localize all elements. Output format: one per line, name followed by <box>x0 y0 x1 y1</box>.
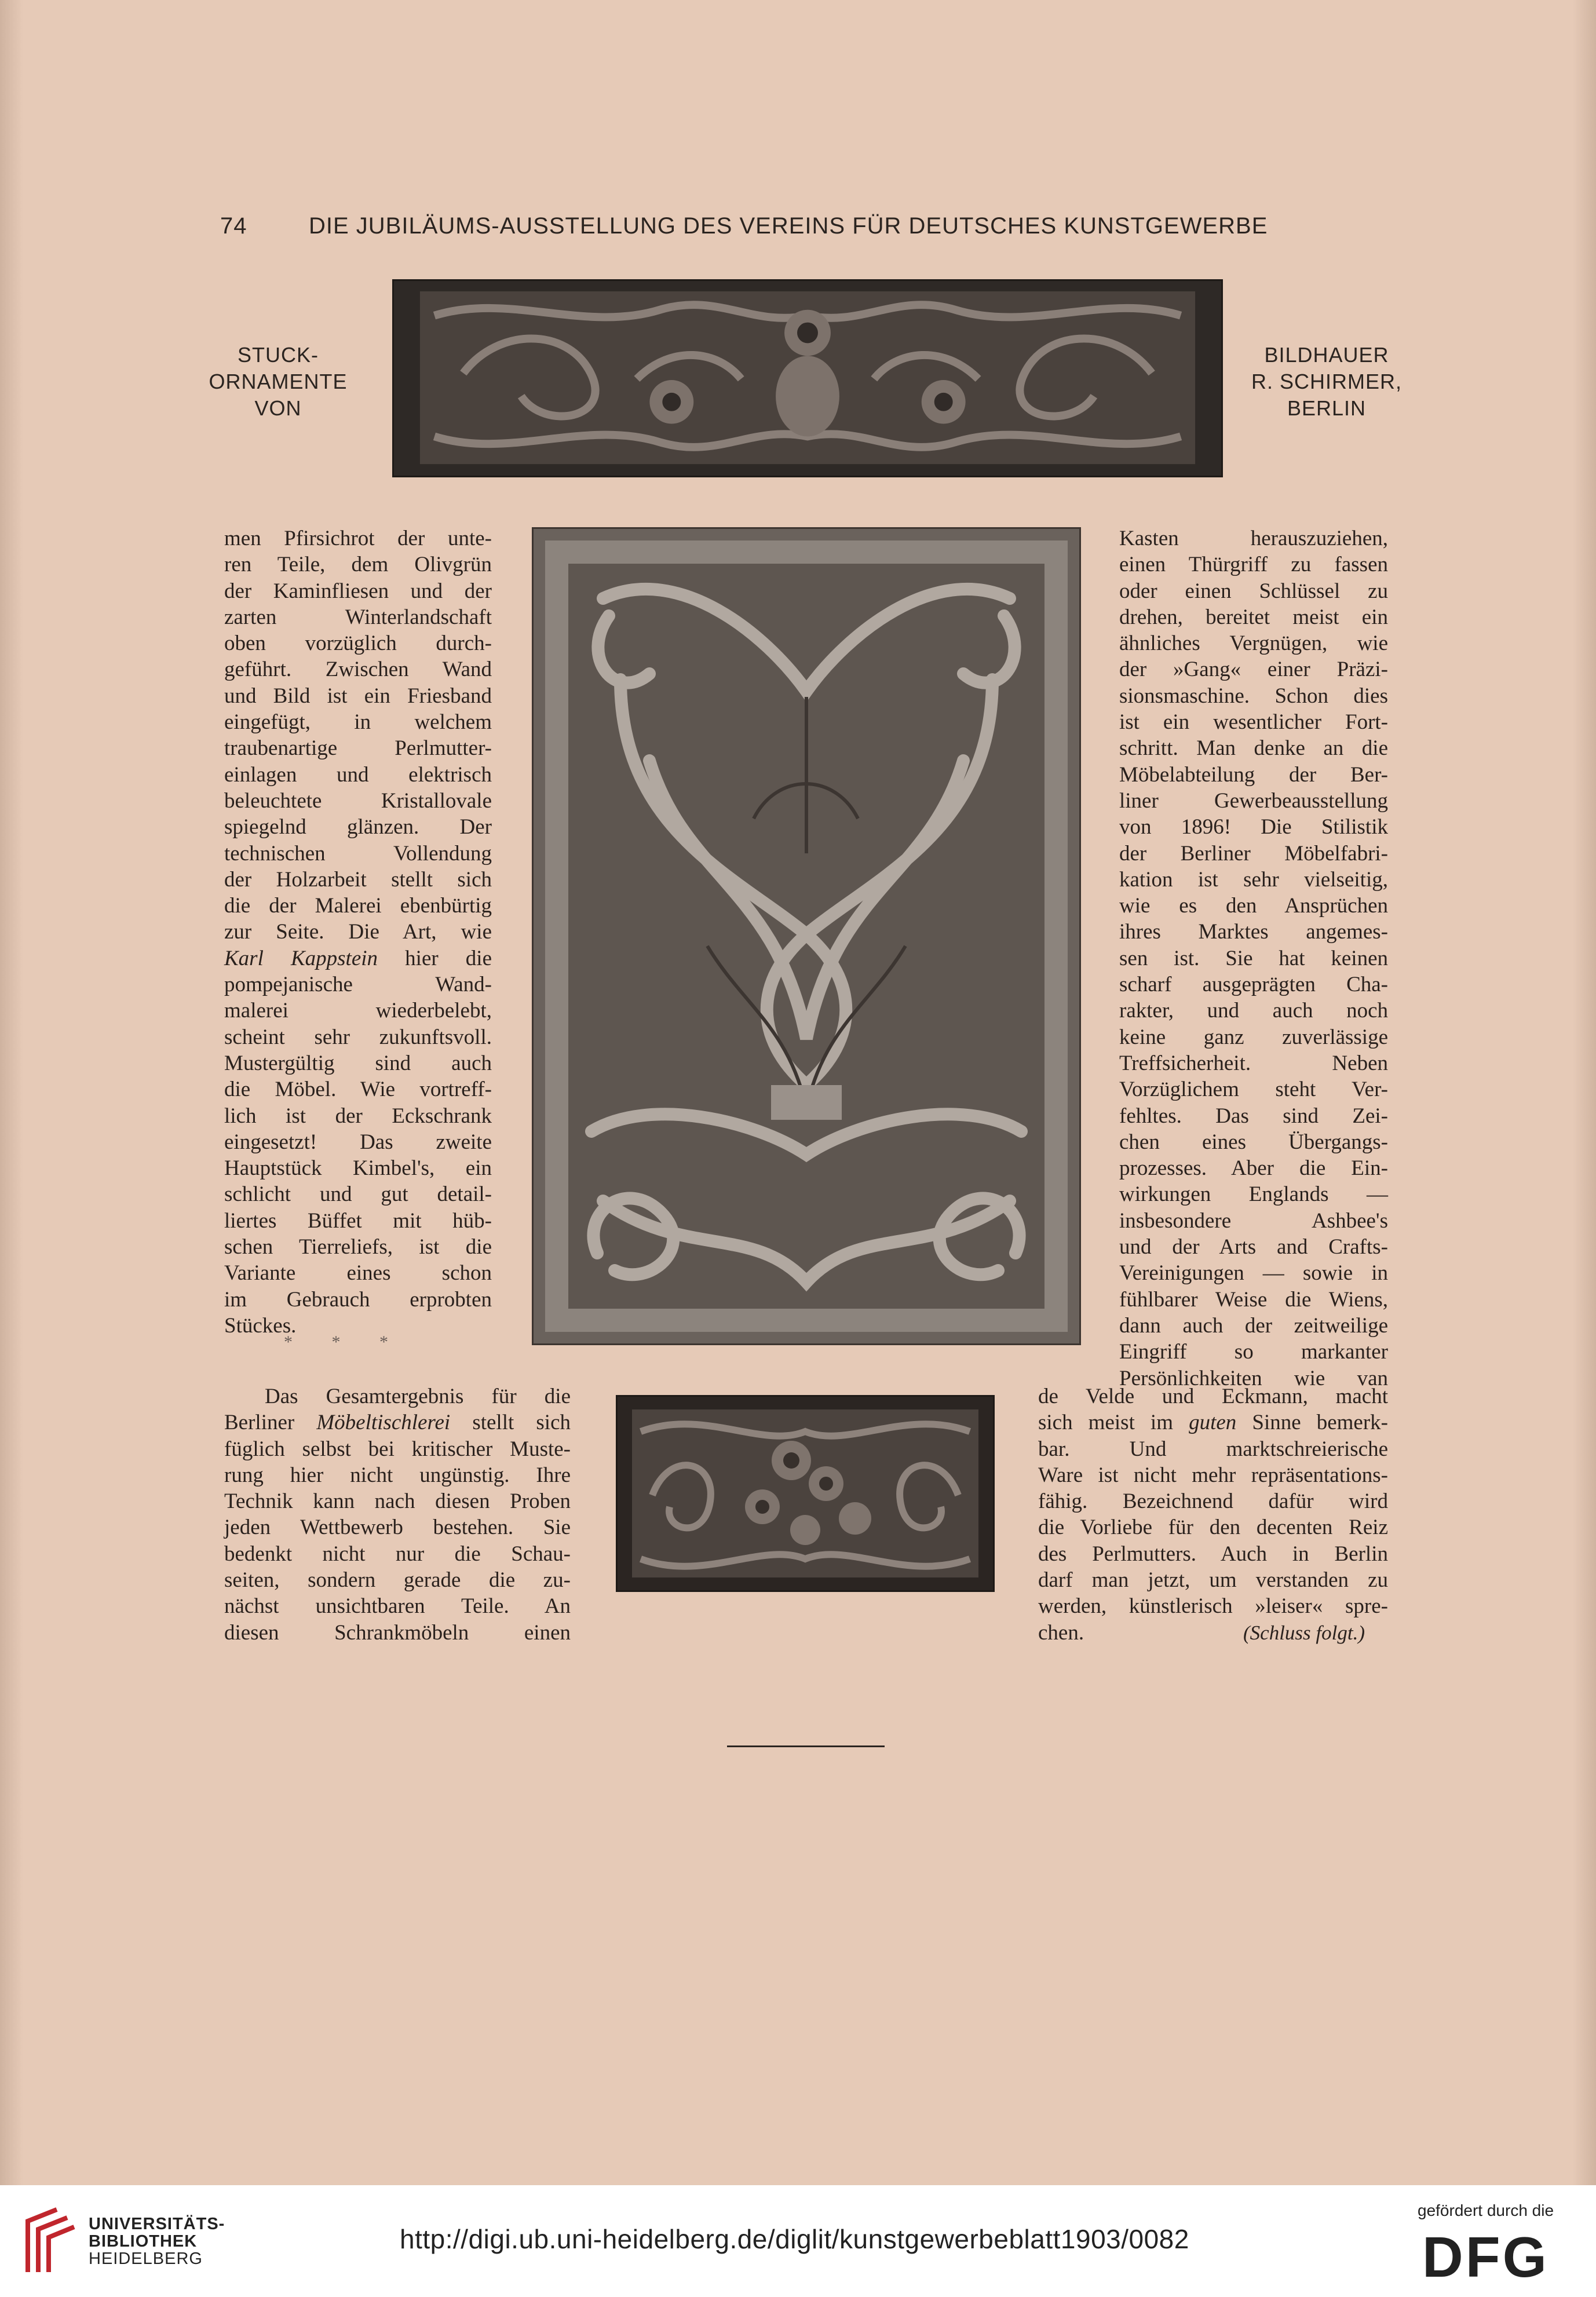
text-line: Möbelabteilung der Ber- <box>1119 762 1388 787</box>
text-line: men Pfirsichrot der unte- <box>224 527 492 550</box>
caption-left <box>191 342 365 422</box>
text-line: Kasten herauszuziehen, <box>1119 527 1388 550</box>
digitization-footer <box>0 2185 1596 2297</box>
text-line: malerei wiederbelebt, <box>224 999 492 1023</box>
text-line: die der Malerei ebenbürtig <box>224 894 492 918</box>
caption-line: BILDHAUER <box>1264 343 1389 367</box>
text-line: ist ein wesentlicher Fort- <box>1119 710 1388 735</box>
text-line: ren Teile, dem Olivgrün <box>224 553 492 577</box>
text-line: von 1896! Die Stilistik <box>1119 815 1388 839</box>
text-column-right <box>1119 525 1388 1392</box>
stucco-rose-panel-image <box>616 1395 995 1592</box>
continued-note: (Schluss folgt.) <box>1243 1621 1365 1644</box>
text-fragment: Sinne bemerk- <box>1236 1411 1388 1435</box>
artist-name: Karl Kappstein <box>224 946 378 970</box>
library-line: HEIDELBERG <box>89 2249 203 2268</box>
text-line: der Holzarbeit stellt sich <box>224 867 492 892</box>
text-line: traubenartige Perlmutter- <box>224 736 492 761</box>
text-line: oben vorzüglich durch- <box>224 631 492 656</box>
text-line: bedenkt nicht nur die Schau- <box>224 1542 571 1566</box>
text-fragment: stellt sich <box>450 1411 571 1435</box>
caption-line: STUCK- <box>238 343 319 367</box>
text-line: ihres Marktes angemes- <box>1119 920 1388 944</box>
text-line: seiten, sondern gerade die zu- <box>224 1568 571 1593</box>
text-line: kation ist sehr vielseitig, <box>1119 867 1388 892</box>
text-column-left <box>224 525 492 1339</box>
text-line: Das Gesamtergebnis für die <box>265 1385 571 1408</box>
text-line: rakter, und auch noch <box>1119 999 1388 1023</box>
text-line: liertes Büffet mit hüb- <box>224 1208 492 1233</box>
text-line: im Gebrauch erprobten <box>224 1287 492 1312</box>
library-line: UNIVERSITÄTS- <box>89 2215 225 2233</box>
text-line: Stückes. <box>224 1313 297 1338</box>
text-line: spiegelnd glänzen. Der <box>224 815 492 839</box>
text-line: Hauptstück Kimbel's, ein <box>224 1156 492 1181</box>
text-line <box>224 945 492 972</box>
text-line: Persönlichkeiten wie van <box>1119 1366 1388 1390</box>
text-line: de Velde und Eckmann, macht <box>1038 1385 1388 1408</box>
text-line: der Berliner Möbelfabri- <box>1119 841 1388 866</box>
text-line: scheint sehr zukunftsvoll. <box>224 1025 492 1049</box>
text-line: des Perlmutters. Auch in Berlin <box>1038 1542 1388 1566</box>
text-line: dann auch der zeitweilige <box>1119 1313 1388 1338</box>
text-line: Variante eines schon <box>224 1261 492 1286</box>
caption-right <box>1234 342 1419 422</box>
text-line: sen ist. Sie hat keinen <box>1119 946 1388 970</box>
text-line: Eingriff so markanter <box>1119 1340 1388 1364</box>
text-column-right-lower <box>1038 1383 1388 1646</box>
caption-line: BERLIN <box>1287 396 1367 420</box>
text-line: fehltes. Das sind Zei- <box>1119 1104 1388 1128</box>
library-logo-icon <box>16 2204 80 2279</box>
caption-line: R. SCHIRMER, <box>1251 370 1402 393</box>
text-line: schen Tierreliefs, ist die <box>224 1235 492 1259</box>
text-line: die Möbel. Wie vortreff- <box>224 1078 492 1102</box>
text-line: Technik kann nach diesen Proben <box>224 1489 571 1514</box>
text-line: keine ganz zuverlässige <box>1119 1025 1388 1049</box>
text-line: und der Arts and Crafts- <box>1119 1235 1388 1259</box>
text-line: Mustergültig sind auch <box>224 1051 492 1075</box>
text-line: zur Seite. Die Art, wie <box>224 920 492 944</box>
dfg-logo: DFG <box>1422 2225 1549 2289</box>
text-line: einlagen und elektrisch <box>224 762 492 787</box>
text-line: lich ist der Eckschrank <box>224 1104 492 1128</box>
text-fragment: sich meist im <box>1038 1411 1189 1435</box>
text-line: schlicht und gut detail- <box>224 1182 492 1207</box>
text-line: technischen Vollendung <box>224 841 492 866</box>
text-column-left-lower <box>224 1383 571 1646</box>
text-line: sionsmaschine. Schon dies <box>1119 684 1388 708</box>
text-line: drehen, bereitet meist ein <box>1119 605 1388 629</box>
text-line: füglich selbst bei kritischer Muste- <box>224 1437 571 1461</box>
italic-term: Möbeltischlerei <box>316 1411 451 1435</box>
text-line: chen eines Übergangs- <box>1119 1130 1388 1154</box>
page-number: 74 <box>220 213 247 239</box>
funding-label: gefördert durch die <box>1418 2201 1554 2219</box>
running-head <box>220 213 1321 248</box>
text-line: die Vorliebe für den decenten Reiz <box>1038 1515 1388 1540</box>
italic-term: guten <box>1189 1411 1237 1435</box>
stucco-frieze-image <box>392 279 1223 477</box>
text-fragment: Berliner <box>224 1411 317 1435</box>
text-line: wie es den Ansprüchen <box>1119 894 1388 918</box>
text-line: Vorzüglichem steht Ver- <box>1119 1078 1388 1102</box>
text-line: fühlbarer Weise die Wiens, <box>1119 1287 1388 1312</box>
text-line: nächst unsichtbaren Teile. An <box>224 1594 571 1619</box>
text-line: jeden Wettbewerb bestehen. Sie <box>224 1515 571 1540</box>
text-line: Ware ist nicht mehr repräsentations- <box>1038 1463 1388 1487</box>
caption-line: VON <box>254 396 302 420</box>
text-line: rung hier nicht ungünstig. Ihre <box>224 1463 571 1487</box>
text-line: geführt. Zwischen Wand <box>224 658 492 682</box>
text-line: diesen Schrankmöbeln einen <box>224 1620 571 1645</box>
text-line: eingefügt, in welchem <box>224 710 492 735</box>
text-line: und Bild ist ein Friesband <box>224 684 492 708</box>
text-line: pompejanische Wand- <box>224 973 492 997</box>
text-line: eingesetzt! Das zweite <box>224 1130 492 1154</box>
library-line: BIBLIOTHEK <box>89 2232 198 2251</box>
section-break-stars: * * * <box>284 1332 406 1352</box>
text-line: beleuchtete Kristallovale <box>224 788 492 813</box>
text-line: zarten Winterlandschaft <box>224 605 492 629</box>
text-line: insbesondere Ashbee's <box>1119 1208 1388 1233</box>
text-line: fähig. Bezeichnend dafür wird <box>1038 1489 1388 1514</box>
text-line: liner Gewerbeausstellung <box>1119 788 1388 813</box>
text-line <box>224 1409 571 1436</box>
text-line: der Kaminfliesen und der <box>224 579 492 603</box>
text-fragment: hier die <box>378 946 492 970</box>
text-line <box>1038 1409 1388 1436</box>
text-line: darf man jetzt, um verstanden zu <box>1038 1568 1388 1593</box>
text-fragment: chen. <box>1038 1620 1084 1645</box>
text-line: Vereinigungen — sowie in <box>1119 1261 1388 1286</box>
end-rule <box>727 1745 885 1747</box>
stucco-relief-panel-image <box>532 527 1081 1345</box>
text-line: wirkungen Englands — <box>1119 1182 1388 1207</box>
text-line: Treffsicherheit. Neben <box>1119 1051 1388 1075</box>
text-line: schritt. Man denke an die <box>1119 736 1388 761</box>
library-name <box>89 2215 225 2267</box>
source-url-link[interactable]: http://digi.ub.uni-heidelberg.de/diglit/kunstgewerbeblatt1903/0082 <box>400 2224 1189 2254</box>
text-line: ähnliches Vergnügen, wie <box>1119 631 1388 656</box>
text-line: scharf ausgeprägten Cha- <box>1119 973 1388 997</box>
text-line: der »Gang« einer Präzi- <box>1119 658 1388 682</box>
text-line: einen Thürgriff zu fassen <box>1119 553 1388 577</box>
running-title: DIE JUBILÄUMS-AUSSTELLUNG DES VEREINS FÜR DEUTSCHES KUNSTGEWERBE <box>309 213 1268 239</box>
caption-line: ORNAMENTE <box>209 370 348 393</box>
text-line: oder einen Schlüssel zu <box>1119 579 1388 603</box>
text-line: werden, künstlerisch »leiser« spre- <box>1038 1594 1388 1619</box>
text-line: prozesses. Aber die Ein- <box>1119 1156 1388 1181</box>
text-line <box>1038 1620 1388 1646</box>
text-line: bar. Und marktschreierische <box>1038 1437 1388 1461</box>
